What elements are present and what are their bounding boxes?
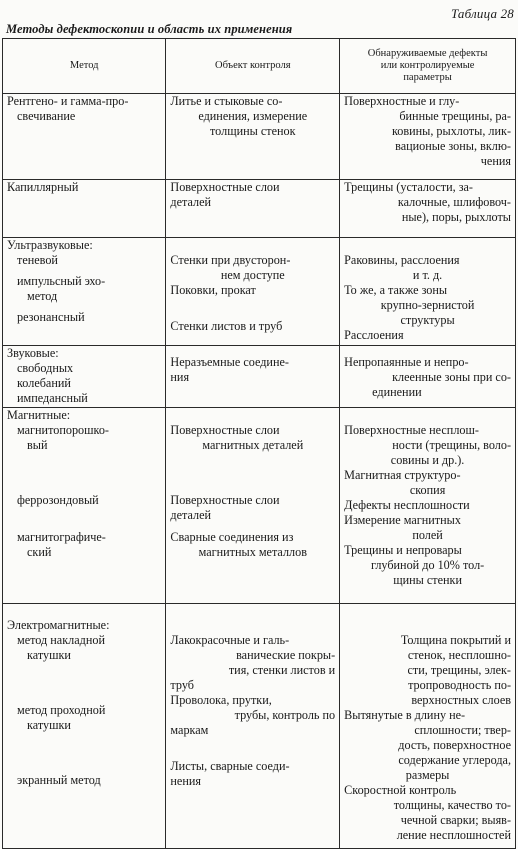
text-line: Толщина покрытий и xyxy=(400,633,511,647)
cell-defects xyxy=(340,94,516,180)
text-line: ные), поры, рыхлоты xyxy=(401,210,511,224)
text-line: метод xyxy=(27,289,58,303)
cell-method xyxy=(3,604,166,849)
cell-object xyxy=(166,604,340,849)
text-line: метод накладной xyxy=(17,633,105,647)
text-line: труб xyxy=(170,678,194,692)
table-row xyxy=(3,94,516,180)
defectoscopy-table xyxy=(2,38,516,849)
text-line: единения, измерение xyxy=(198,109,308,123)
text-line: магнитопорошко- xyxy=(17,423,109,437)
text-line: толщины, качество то- xyxy=(393,798,511,812)
text-line: свечивание xyxy=(17,109,76,123)
text-line: единении xyxy=(372,385,422,399)
text-line: структуры xyxy=(400,313,455,327)
cell-object xyxy=(166,346,340,408)
text-line: катушки xyxy=(27,648,71,662)
text-line: тропроводность по- xyxy=(408,678,511,692)
text-line: Капиллярный xyxy=(7,180,79,194)
text-line: вационые зоны, вклю- xyxy=(395,139,511,153)
text-line: щины стенки xyxy=(393,573,462,587)
text-line: толщины стенок xyxy=(210,124,296,138)
text-line: Ультразвуковые: xyxy=(7,238,93,252)
text-line: ский xyxy=(27,545,52,559)
text-line: содержание углерода, xyxy=(398,753,511,767)
text-line: Рентгено- и гамма-про- xyxy=(7,94,129,108)
text-line: тия, стенки листов и xyxy=(228,663,336,677)
cell-method xyxy=(3,180,166,238)
table-row xyxy=(3,238,516,346)
text-line: Расслоения xyxy=(344,328,404,342)
text-line: экранный метод xyxy=(17,773,101,787)
text-line: колебаний xyxy=(17,376,71,390)
text-line: Трещины (усталости, за- xyxy=(344,180,473,194)
header-method: Метод xyxy=(3,39,166,94)
text-line: метод проходной xyxy=(17,703,106,717)
text-line: Листы, сварные соеди- xyxy=(170,759,290,773)
table-row xyxy=(3,180,516,238)
table-row xyxy=(3,346,516,408)
text-line: совины и др.). xyxy=(390,453,465,467)
cell-method xyxy=(3,238,166,346)
text-line: чения xyxy=(480,154,511,168)
text-line: Вытянутые в длину не- xyxy=(344,708,466,722)
text-line: ванические покры- xyxy=(236,648,336,662)
text-line: теневой xyxy=(17,253,58,267)
text-line: Неразъемные соедине- xyxy=(170,355,289,369)
text-line: нения xyxy=(170,774,201,788)
text-line: Поковки, прокат xyxy=(170,283,256,297)
text-line: скопия xyxy=(409,483,446,497)
text-line: Сварные соединения из xyxy=(170,530,294,544)
cell-object xyxy=(166,408,340,604)
header-defects-line: или контролируемые xyxy=(380,60,475,71)
text-line: нем доступе xyxy=(220,268,285,282)
text-line: калочные, шлифовоч- xyxy=(397,195,511,209)
text-line: Стенки листов и труб xyxy=(170,319,283,333)
cell-defects xyxy=(340,180,516,238)
cell-object xyxy=(166,238,340,346)
header-object: Объект контроля xyxy=(166,39,340,94)
text-line: сплошности; твер- xyxy=(414,723,511,737)
text-line: Литье и стыковые со- xyxy=(170,94,283,108)
header-defects-line: параметры xyxy=(403,72,452,83)
cell-defects xyxy=(340,346,516,408)
text-line: Проволока, прутки, xyxy=(170,693,272,707)
cell-object xyxy=(166,180,340,238)
text-line: феррозондовый xyxy=(17,493,99,507)
text-line: Поверхностные несплош- xyxy=(344,423,479,437)
text-line: размеры xyxy=(405,768,450,782)
text-line: ности (трещины, воло- xyxy=(392,438,511,452)
text-line: деталей xyxy=(170,508,212,522)
text-line: Поверхностные слои xyxy=(170,423,280,437)
text-line: Трещины и непровары xyxy=(344,543,462,557)
cell-method xyxy=(3,346,166,408)
text-line: чечной сварки; выяв- xyxy=(400,813,511,827)
text-line: сти, трещины, элек- xyxy=(407,663,511,677)
text-line: клеенные зоны при со- xyxy=(392,370,511,384)
text-line: свободных xyxy=(17,361,74,375)
cell-object xyxy=(166,94,340,180)
header-defects-line: Обнаруживаемые дефекты xyxy=(367,48,488,59)
text-line: Скоростной контроль xyxy=(344,783,457,797)
cell-defects xyxy=(340,604,516,849)
text-line: дость, поверхностное xyxy=(398,738,511,752)
text-line: магнитографиче- xyxy=(17,530,106,544)
text-line: Раковины, расслоения xyxy=(344,253,460,267)
text-line: Электромагнитные: xyxy=(7,618,110,632)
text-line: резонансный xyxy=(17,310,85,324)
text-line: импульсный эхо- xyxy=(17,274,106,288)
text-line: Поверхностные слои xyxy=(170,493,280,507)
text-line: Поверхностные и глу- xyxy=(344,94,460,108)
text-line: Звуковые: xyxy=(7,346,59,360)
text-line: катушки xyxy=(27,718,71,732)
text-line: трубы, контроль по xyxy=(234,708,336,722)
table-row xyxy=(3,408,516,604)
text-line: магнитных деталей xyxy=(202,438,304,452)
table-row xyxy=(3,604,516,849)
text-line: Дефекты несплошности xyxy=(344,498,470,512)
table-number: Таблица 28 xyxy=(450,6,514,21)
cell-defects xyxy=(340,238,516,346)
text-line: Измерение магнитных xyxy=(344,513,461,527)
text-line: крупно-зернистой xyxy=(380,298,475,312)
text-line: ление несплошностей xyxy=(396,828,511,842)
text-line: Лакокрасочные и галь- xyxy=(170,633,290,647)
table-caption: Методы дефектоскопии и область их применения xyxy=(6,22,293,36)
text-line: Непропаянные и непро- xyxy=(344,355,469,369)
cell-method xyxy=(3,408,166,604)
text-line: Поверхностные слои xyxy=(170,180,280,194)
text-line: То же, а также зоны xyxy=(344,283,448,297)
text-line: вый xyxy=(27,438,48,452)
text-line: ния xyxy=(170,370,190,384)
text-line: Стенки при двусторон- xyxy=(170,253,291,267)
cell-method xyxy=(3,94,166,180)
header-defects xyxy=(340,39,516,94)
text-line: деталей xyxy=(170,195,212,209)
text-line: Магнитные: xyxy=(7,408,71,422)
text-line: верхностных слоев xyxy=(411,693,511,707)
text-line: маркам xyxy=(170,723,209,737)
text-line: Магнитная структуро- xyxy=(344,468,461,482)
text-line: ковины, рыхлоты, лик- xyxy=(391,124,511,138)
text-line: глубиной до 10% тол- xyxy=(370,558,485,572)
cell-defects xyxy=(340,408,516,604)
text-line: полей xyxy=(412,528,443,542)
text-line: и т. д. xyxy=(412,268,443,282)
text-line: магнитных металлов xyxy=(198,545,307,559)
header-row xyxy=(3,39,516,94)
text-line: импедансный xyxy=(17,391,88,405)
text-line: стенок, несплошно- xyxy=(407,648,511,662)
text-line: бинные трещины, ра- xyxy=(399,109,511,123)
